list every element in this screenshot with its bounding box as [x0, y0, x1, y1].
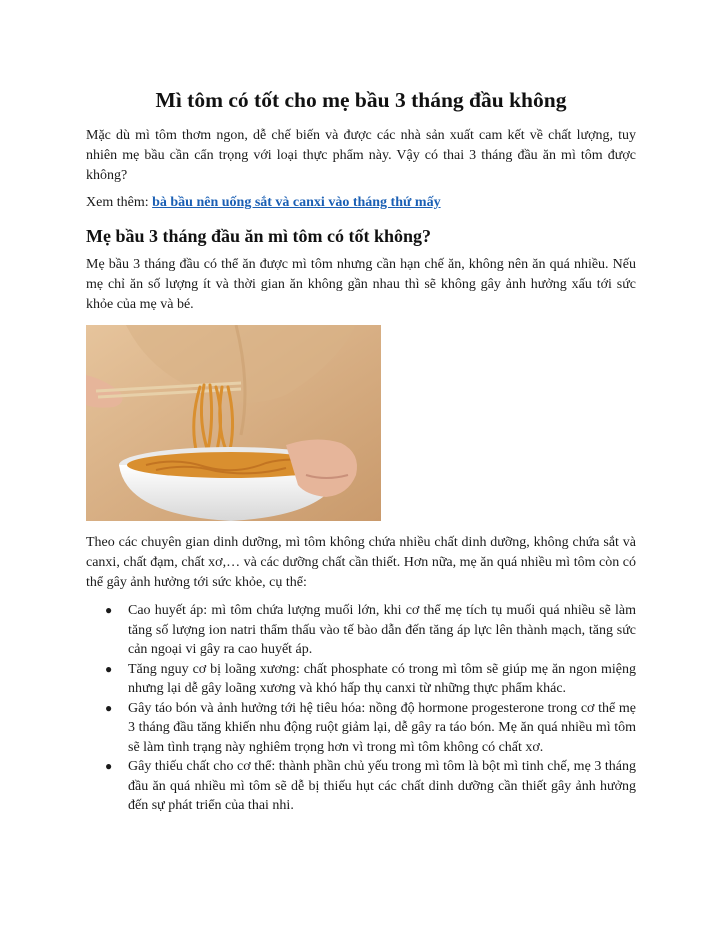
see-also	[86, 193, 636, 213]
list-item	[86, 757, 636, 816]
noodle-photo	[86, 325, 381, 521]
list-item	[86, 699, 636, 758]
list-item-text: Gây thiếu chất cho cơ thể: thành phần chủ yếu trong mì tôm là bột mì tinh chế, mẹ 3 tháng đầu ăn quá nhiều mì tôm sẽ dễ bị thiếu hụt các chất dinh dưỡng cần thiết gây ảnh hưởng đến sự phát triển của thai nhi.	[128, 759, 636, 813]
article	[86, 88, 636, 816]
after-image-paragraph: Theo các chuyên gian dinh dưỡng, mì tôm không chứa nhiều chất dinh dưỡng, không chứa sắt và canxi, chất đạm, chất xơ,… và các dưỡng chất cần thiết. Hơn nữa, mẹ ăn quá nhiều mì tôm còn có thể gây ảnh hưởng tới sức khỏe, cụ thể:	[86, 535, 636, 590]
section-answer: Mẹ bầu 3 tháng đầu có thể ăn được mì tôm nhưng cần hạn chế ăn, không nên ăn quá nhiều. Nếu mẹ chỉ ăn số lượng ít và thời gian ăn không gần nhau thì sẽ không gây ảnh hưởng xấu tới sức khỏe của mẹ và bé.	[86, 257, 636, 312]
list-item-text: Tăng nguy cơ bị loãng xương: chất phosphate có trong mì tôm sẽ giúp mẹ ăn ngon miệng nhưng lại dễ gây loãng xương và khó hấp thụ canxi từ những thực phẩm khác.	[128, 661, 636, 696]
section-heading: Mẹ bầu 3 tháng đầu ăn mì tôm có tốt không?	[86, 226, 432, 246]
list-item	[86, 601, 636, 660]
bullet-icon: ●	[105, 759, 113, 773]
noodle-photo-illustration	[86, 325, 381, 521]
list-item	[86, 660, 636, 699]
bullet-icon: ●	[105, 700, 113, 715]
list-item-text: Gây táo bón và ảnh hưởng tới hệ tiêu hóa: nồng độ hormone progesterone trong cơ thể mẹ 3 tháng đầu tăng khiến nhu động ruột giảm lại, dễ gây ra táo bón. Mẹ ăn quá nhiều mì tôm sẽ làm tình trạng này nghiêm trọng hơn vì trong mì tôm không có chất xơ.	[128, 700, 636, 755]
list-item-text: Cao huyết áp: mì tôm chứa lượng muối lớn, khi cơ thể mẹ tích tụ muối quá nhiều sẽ làm tăng số lượng ion natri thẩm thấu vào tế bào dẫn đến tăng áp lực lên thành mạch, tăng sức cản ngoại vi gây ra cao huyết áp.	[128, 603, 636, 657]
effects-list	[86, 601, 636, 816]
article-title: Mì tôm có tốt cho mẹ bầu 3 tháng đầu không	[155, 88, 567, 112]
bullet-icon: ●	[105, 661, 113, 676]
bullet-icon: ●	[105, 603, 113, 617]
see-also-link[interactable]: bà bầu nên uống sắt và canxi vào tháng thứ mấy	[152, 195, 441, 210]
intro-paragraph: Mặc dù mì tôm thơm ngon, dễ chế biến và được các nhà sản xuất cam kết về chất lượng, tuy nhiên mẹ bầu cần cẩn trọng với loại thực phẩm này. Vậy có thai 3 tháng đầu ăn mì tôm được không?	[86, 128, 636, 183]
see-also-label: Xem thêm:	[86, 195, 149, 210]
